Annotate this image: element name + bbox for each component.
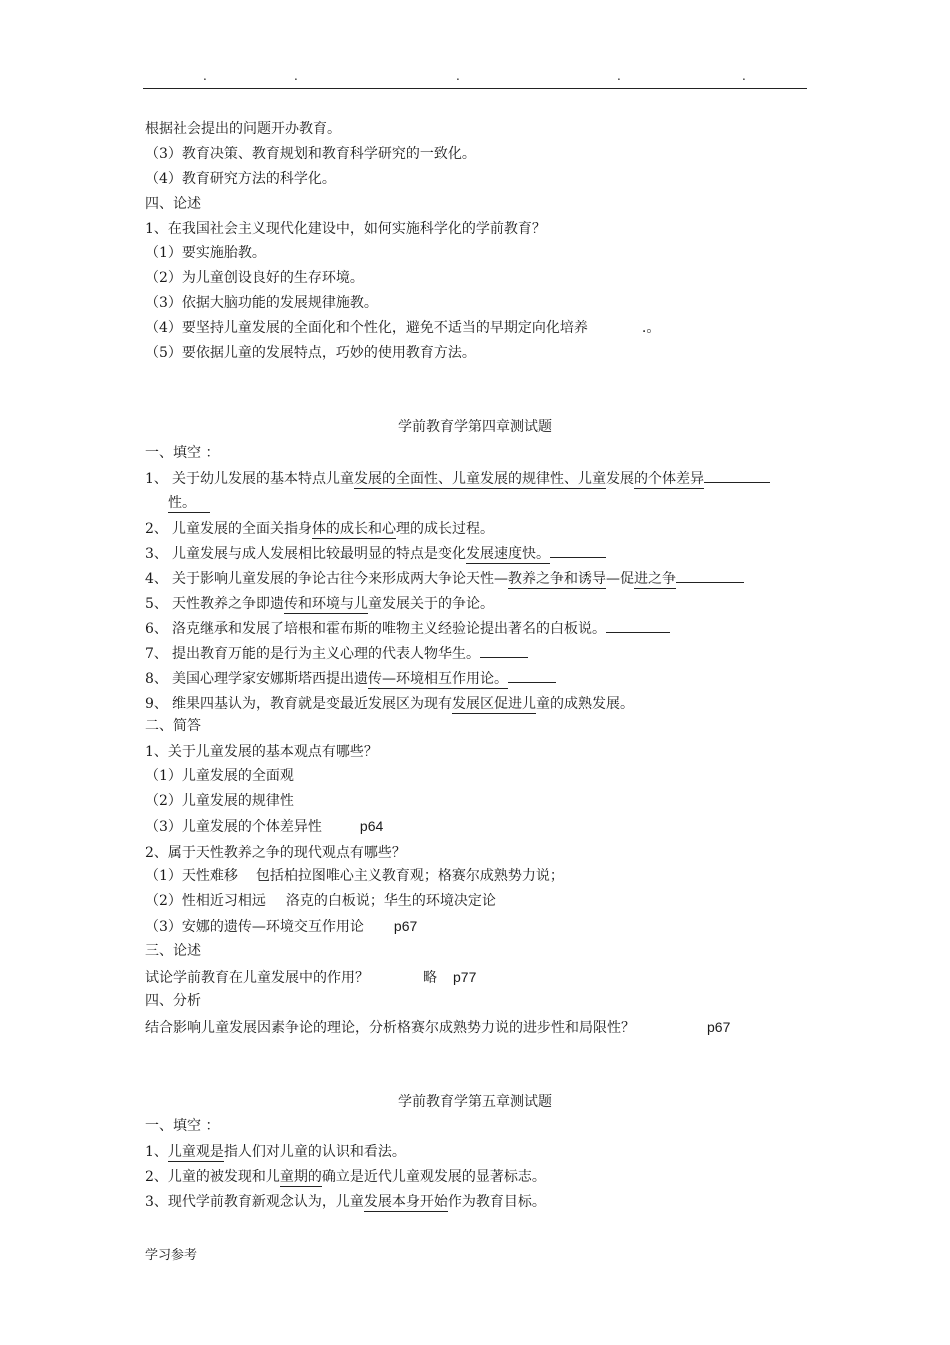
fill-item [145,620,670,638]
question: 1、在我国社会主义现代化建设中，如何实施科学化的学前教育？ [145,221,546,237]
header-dot: . [617,69,621,83]
section-heading: 二、简答 [145,718,201,734]
answer-line: （5）要依据儿童的发展特点，巧妙的使用教育方法。 [145,345,476,361]
item-text: 天性教养之争即遗 [172,596,284,612]
item-text: 3、现代学前教育新观念认为，儿童 [145,1194,364,1210]
answer-line [145,867,564,885]
fill-item [145,520,494,538]
fill-item [145,1168,546,1186]
answer-line [145,917,417,936]
answer-text: （1）天性难移 [145,868,238,884]
answer-blank [508,670,556,683]
item-number: 3、 [145,546,168,562]
section-heading: 四、分析 [145,993,201,1009]
answer-blank [704,470,770,483]
item-number: 1、 [145,471,168,487]
fill-item-continued [168,494,210,512]
item-text: 理的成长过程。 [396,521,494,537]
item-number: 8、 [145,671,168,687]
answer-underline: 童期的 [279,1169,322,1185]
item-number: 5、 [145,596,168,612]
fill-item [145,570,744,588]
answer-underline: 发展的全面性、儿童发展的规律性、儿童 [354,471,606,487]
answer-underline: 儿童观是 [167,1144,224,1160]
paragraph-line: 根据社会提出的问题开办教育。 [145,121,341,137]
answer-line [145,892,496,910]
question: 2、属于天性教养之争的现代观点有哪些？ [145,845,406,861]
header-dot: . [203,69,207,83]
item-text: 关于幼儿发展的基本特点儿童 [172,471,354,487]
header-dot: . [742,69,746,83]
page-footer: 学习参考 [145,1248,198,1263]
answer-blank [480,645,528,658]
fill-item [145,470,770,488]
answer-text: 洛克的白板说；华生的环境决定论 [285,893,496,909]
note: 略 [423,970,437,986]
answer-line: （3）依据大脑功能的发展规律施教。 [145,295,378,311]
paragraph-line: （3）教育决策、教育规划和教育科学研究的一致化。 [145,146,476,162]
answer-line [145,817,383,836]
answer-text: （3）安娜的遗传—环境交互作用论 [145,919,364,935]
fill-item [145,670,556,688]
answer-underline: 的个体差异 [634,471,704,487]
header-dot: . [294,69,298,83]
answer-underline: 发展本身开始 [363,1194,448,1210]
answer-line: （2）儿童发展的规律性 [145,793,294,809]
section-heading: 一、填空 ： [145,1118,220,1134]
fill-item [145,595,494,613]
item-text: 2、儿童的被发现和儿 [145,1169,280,1185]
answer-underline: 传—环境相互作用论。 [368,671,508,687]
item-text: 提出教育万能的是行为主义心理的代表人物华生。 [172,646,480,662]
item-text: 童的成熟发展。 [536,696,634,712]
answer-text: （4）要坚持儿童发展的全面化和个性化，避免不适当的早期定向化培养 [145,320,588,336]
item-text: 关于影响儿童发展的争论古往今来形成两大争论天性— [172,571,508,587]
item-text: 作为教育目标。 [447,1194,546,1210]
answer-tail: .。 [641,320,661,336]
paragraph-line: （4）教育研究方法的科学化。 [145,171,336,187]
item-text: 发展 [606,471,634,487]
question: 1、关于儿童发展的基本观点有哪些？ [145,744,378,760]
page-ref: p64 [359,818,384,834]
item-number: 2、 [145,521,168,537]
fill-item [145,695,634,713]
answer-text: 包括柏拉图唯心主义教育观；格赛尔成熟势力说； [255,868,564,884]
fill-item [145,1193,546,1211]
item-number: 1、 [145,1144,168,1160]
answer-underline: 进之争 [634,571,676,587]
essay-question [145,968,476,987]
header-dot: . [456,69,460,83]
item-number: 9、 [145,696,168,712]
item-text: 指人们对儿童的认识和看法。 [223,1144,406,1160]
answer-underline: 传和环境与儿 [284,596,368,612]
item-text: 维果四基认为，教育就是变最近发展区为现有 [172,696,452,712]
section-heading: 四、论述 [145,196,201,212]
question-text: 试论学前教育在儿童发展中的作用？ [145,970,369,986]
answer-text: （2）性相近习相远 [145,893,266,909]
question-text: 结合影响儿童发展因素争论的理论，分析格赛尔成熟势力说的进步性和局限性？ [145,1020,635,1036]
answer-blank [676,570,744,583]
answer-underline: 性。 [168,495,210,513]
answer-underline: 体的成长和心 [312,521,396,537]
analysis-question [145,1018,730,1037]
answer-blank [550,545,606,558]
item-text: —促 [606,571,634,587]
page-ref: p67 [393,918,418,934]
answer-blank [606,620,670,633]
item-text: 确立是近代儿童观发展的显著标志。 [321,1169,546,1185]
answer-underline: 发展速度快。 [466,546,550,562]
header-rule [143,88,807,89]
item-text: 童发展关于的争论。 [368,596,494,612]
chapter-title: 学前教育学第五章测试题 [398,1094,552,1110]
section-heading: 一、填空 ： [145,445,220,461]
section-heading: 三、论述 [145,943,201,959]
answer-line [145,319,660,337]
page-ref: p77 [453,969,477,985]
answer-text: （3）儿童发展的个体差异性 [145,819,322,835]
fill-item [145,645,528,663]
answer-underline: 发展区促进儿 [452,696,536,712]
item-number: 7、 [145,646,168,662]
fill-item [145,545,606,563]
fill-item [145,1143,406,1161]
answer-line: （2）为儿童创设良好的生存环境。 [145,270,364,286]
item-number: 6、 [145,621,168,637]
page-ref: p67 [707,1019,731,1035]
item-text: 儿童发展的全面关指身 [172,521,312,537]
item-number: 4、 [145,571,168,587]
item-text: 美国心理学家安娜斯塔西提出遗 [172,671,368,687]
item-text: 洛克继承和发展了培根和霍布斯的唯物主义经验论提出著名的白板说。 [172,621,606,637]
answer-underline: 教养之争和诱导 [508,571,606,587]
item-text: 儿童发展与成人发展相比较最明显的特点是变化 [172,546,466,562]
answer-line: （1）要实施胎教。 [145,245,266,261]
answer-line: （1）儿童发展的全面观 [145,768,294,784]
chapter-title: 学前教育学第四章测试题 [398,419,552,435]
